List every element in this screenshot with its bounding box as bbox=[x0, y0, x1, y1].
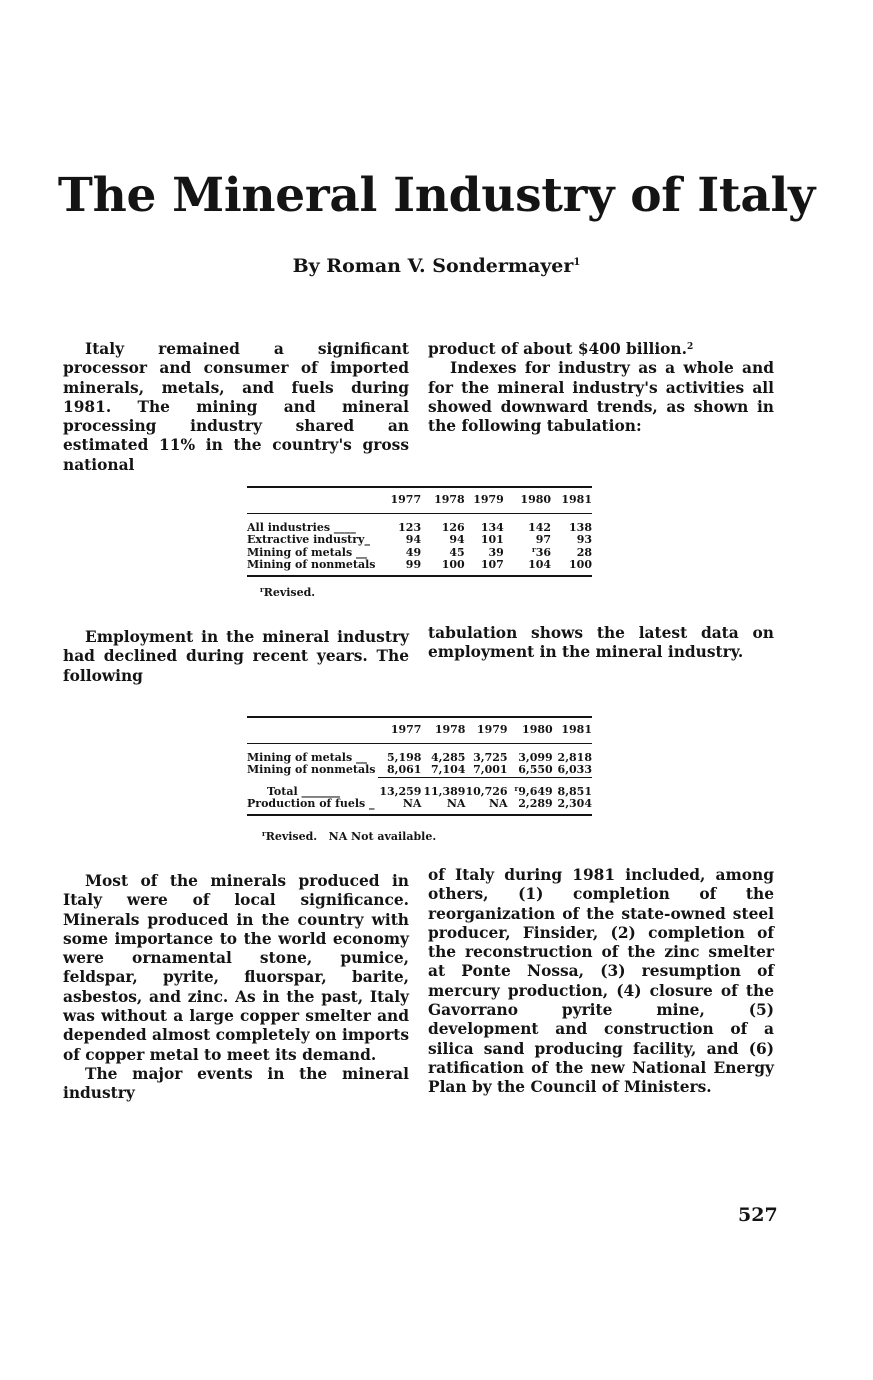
year-header: 1980 bbox=[508, 717, 553, 743]
author-footnote-ref: 1 bbox=[573, 257, 581, 268]
table-cell: 134 bbox=[480, 520, 504, 534]
table-cell: 28 bbox=[576, 545, 592, 559]
table-cell: 5,198 bbox=[387, 750, 422, 764]
table-cell: 104 bbox=[504, 559, 551, 576]
table-cell: 2,289 bbox=[508, 798, 553, 815]
row-label: Total _______ bbox=[267, 784, 340, 798]
revised-mark: r bbox=[260, 585, 264, 594]
row-label: Extractive industry_ bbox=[247, 533, 370, 546]
table-cell: 6,033 bbox=[553, 764, 592, 777]
employment-paragraph: Employment in the mineral industry had declined during recent years. The following bbox=[63, 628, 409, 685]
table-cell: 138 bbox=[569, 520, 592, 534]
minerals-paragraph: Most of the minerals produced in Italy were of local significance. Minerals produced in the country with some importance to the world economy were ornamental stone, pumice, feldspar, pyrite, fluorspar, barite, asbestos, and zinc. As in the past, Italy was without a large copper smelter and depended almost completely on imports of copper metal to meet its demand. bbox=[63, 872, 409, 1064]
table-cell: 49 bbox=[405, 545, 422, 559]
table-cell: 4,285 bbox=[430, 750, 466, 764]
table-cell: 2,304 bbox=[553, 798, 592, 815]
table-cell: 107 bbox=[465, 559, 504, 576]
table-row bbox=[247, 764, 592, 777]
table-cell: 45 bbox=[449, 545, 465, 559]
industry-index-table bbox=[247, 486, 592, 577]
table-cell: 93 bbox=[576, 533, 592, 546]
year-header: 1977 bbox=[378, 487, 422, 513]
table-cell: NA bbox=[378, 798, 422, 815]
note-text: Revised. bbox=[263, 586, 316, 599]
intro-right-column bbox=[428, 340, 774, 436]
revised-mark: r bbox=[532, 544, 536, 554]
year-header: 1978 bbox=[421, 717, 465, 743]
table-cell: 94 bbox=[449, 533, 465, 546]
table1-note bbox=[260, 586, 315, 599]
major-events-continuation: of Italy during 1981 included, among others, (1) completion of the reorganization of the state-owned steel producer, Finsider, (2) completion of the reconstruction of the zinc smelter at Ponte Nossa, (3) resumption of mercury production, (4) closure of the Gavorrano pyrite mine, (5) development and construction of a silica sand producing facility, and (6) ratification of the new National Energy Plan by the Council of Ministers. bbox=[428, 866, 774, 1097]
table-cell: NA bbox=[421, 798, 465, 815]
table-cell: 94 bbox=[405, 533, 422, 546]
row-label: Mining of metals __ bbox=[247, 750, 367, 764]
table-cell: 101 bbox=[480, 533, 504, 546]
year-header: 1981 bbox=[553, 717, 592, 743]
employment-continuation: tabulation shows the latest data on employment in the mineral industry. bbox=[428, 624, 774, 662]
row-label: Mining of nonmetals bbox=[247, 763, 376, 777]
table-cell: 11,389 bbox=[423, 784, 466, 798]
employment-left-column bbox=[63, 628, 409, 686]
table-cell: 100 bbox=[421, 559, 465, 576]
year-header: 1979 bbox=[465, 717, 507, 743]
revised-mark: r bbox=[514, 783, 519, 793]
year-header: 1977 bbox=[378, 717, 422, 743]
employment-table bbox=[247, 716, 592, 816]
page-number: 527 bbox=[738, 1204, 778, 1226]
row-label: Production of fuels _ bbox=[247, 798, 378, 815]
gnp-text: product of about $400 billion. bbox=[428, 340, 687, 358]
year-header: 1980 bbox=[504, 487, 551, 513]
row-label: All industries ____ bbox=[247, 520, 356, 534]
intro-left-column bbox=[63, 340, 409, 475]
employment-right-column bbox=[428, 624, 774, 663]
table-cell: 3,725 bbox=[473, 750, 508, 764]
row-label: Mining of metals __ bbox=[247, 545, 367, 559]
gnp-footnote-ref: 2 bbox=[686, 342, 694, 352]
intro-paragraph: Italy remained a significant processor and consumer of imported minerals, metals, and fuels during 1981. The mining and mineral processing industry shared an estimated 11% in the country's gross national bbox=[63, 340, 409, 474]
table-cell: 13,259 bbox=[379, 784, 422, 798]
intro-continuation bbox=[428, 340, 774, 359]
note-na: NA Not available. bbox=[328, 830, 437, 843]
byline bbox=[0, 255, 873, 277]
table2-note bbox=[262, 830, 436, 843]
table-cell: 8,061 bbox=[378, 764, 422, 777]
table-cell: 8,851 bbox=[557, 784, 592, 798]
table-cell: NA bbox=[465, 798, 507, 815]
table-cell: 7,104 bbox=[421, 764, 465, 777]
table-row bbox=[247, 798, 592, 815]
row-label: Mining of nonmetals bbox=[247, 559, 378, 576]
year-header: 1981 bbox=[551, 487, 592, 513]
table-cell: 10,726 bbox=[465, 784, 508, 798]
cell-value: 9,649 bbox=[518, 784, 553, 798]
year-header: 1978 bbox=[421, 487, 465, 513]
table-cell: 97 bbox=[535, 533, 552, 546]
page-title: The Mineral Industry of Italy bbox=[57, 168, 816, 223]
table-cell: 100 bbox=[551, 559, 592, 576]
table-cell: 7,001 bbox=[465, 764, 507, 777]
year-header: 1979 bbox=[465, 487, 504, 513]
table-header-row bbox=[247, 717, 592, 743]
table-header-row bbox=[247, 487, 592, 513]
indexes-paragraph: Indexes for industry as a whole and for the mineral industry's activities all showed downward trends, as shown in the following tabulation: bbox=[428, 359, 774, 436]
table-row bbox=[247, 559, 592, 576]
table-cell: 2,818 bbox=[557, 750, 592, 764]
cell-value: 36 bbox=[535, 545, 552, 559]
minerals-right-column bbox=[428, 866, 774, 1098]
revised-mark: r bbox=[262, 829, 266, 838]
author-name: By Roman V. Sondermayer bbox=[292, 255, 574, 277]
minerals-left-column bbox=[63, 872, 409, 1104]
table-cell: 123 bbox=[398, 520, 422, 534]
table-cell: 142 bbox=[528, 520, 552, 534]
note-revised: Revised. bbox=[265, 830, 318, 843]
table-cell: 126 bbox=[441, 520, 465, 534]
table-cell: 99 bbox=[378, 559, 422, 576]
table-cell: 39 bbox=[488, 545, 504, 559]
major-events-paragraph: The major events in the mineral industry bbox=[63, 1064, 409, 1103]
table-cell: 6,550 bbox=[508, 764, 553, 777]
table-cell: 3,099 bbox=[518, 750, 553, 764]
